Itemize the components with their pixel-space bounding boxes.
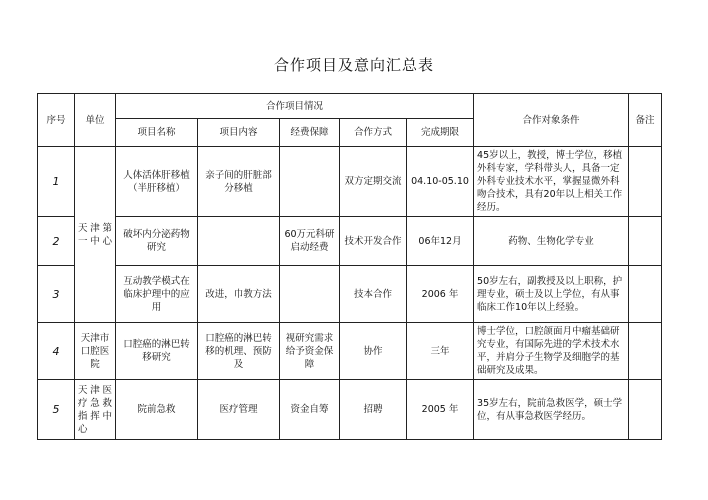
header-method: 合作方式 bbox=[340, 119, 407, 147]
header-name: 项目名称 bbox=[116, 119, 198, 147]
table-row bbox=[38, 380, 662, 440]
funding bbox=[280, 147, 340, 217]
header-seq: 序号 bbox=[38, 94, 75, 147]
header-content: 项目内容 bbox=[198, 119, 280, 147]
project-name: 互动教学模式在临床护理中的应用 bbox=[116, 266, 198, 323]
row-number: 5 bbox=[38, 380, 75, 440]
table-row bbox=[38, 266, 662, 323]
summary-table bbox=[37, 93, 662, 440]
project-content: 亲子间的肝脏部分移植 bbox=[198, 147, 280, 217]
header-conditions: 合作对象条件 bbox=[474, 94, 629, 147]
method: 招聘 bbox=[340, 380, 407, 440]
remarks bbox=[629, 266, 662, 323]
row-number: 3 bbox=[38, 266, 75, 323]
project-name: 院前急救 bbox=[116, 380, 198, 440]
conditions: 50岁左右，副教授及以上职称，护理专业，硕士及以上学位，有从事临床工作10年以上经验。 bbox=[474, 266, 629, 323]
table-row bbox=[38, 147, 662, 217]
header-funding: 经费保障 bbox=[280, 119, 340, 147]
deadline: 三年 bbox=[407, 323, 474, 380]
funding: 60万元科研启动经费 bbox=[280, 217, 340, 266]
method: 技本合作 bbox=[340, 266, 407, 323]
funding: 视研究需求给予资金保障 bbox=[280, 323, 340, 380]
row-number: 4 bbox=[38, 323, 75, 380]
deadline: 04.10-05.10 bbox=[407, 147, 474, 217]
row-number: 2 bbox=[38, 217, 75, 266]
project-content bbox=[198, 217, 280, 266]
remarks bbox=[629, 217, 662, 266]
method: 技术开发合作 bbox=[340, 217, 407, 266]
remarks bbox=[629, 323, 662, 380]
project-content: 医疗管理 bbox=[198, 380, 280, 440]
header-remarks: 备注 bbox=[629, 94, 662, 147]
header-project-group: 合作项目情况 bbox=[116, 94, 474, 119]
method: 双方定期交流 bbox=[340, 147, 407, 217]
header-deadline: 完成期限 bbox=[407, 119, 474, 147]
conditions: 药物、生物化学专业 bbox=[474, 217, 629, 266]
row-number: 1 bbox=[38, 147, 75, 217]
header-unit: 单位 bbox=[75, 94, 116, 147]
conditions: 博士学位，口腔颌面月中瘤基础研究专业，有国际先进的学术技术水平，并肩分子生物学及细胞学的基础研究及成果。 bbox=[474, 323, 629, 380]
project-name: 人体活体肝移植（半肝移植） bbox=[116, 147, 198, 217]
conditions: 35岁左右，院前急救医学，硕士学位，有从事急救医学经历。 bbox=[474, 380, 629, 440]
unit-cell: 天津医疗急救指挥中心 bbox=[75, 380, 116, 440]
unit-cell: 天津市口腔医院 bbox=[75, 323, 116, 380]
project-name: 破坏内分泌药物研究 bbox=[116, 217, 198, 266]
table-row bbox=[38, 217, 662, 266]
project-content: 口腔癌的淋巴转移的机理、预防及 bbox=[198, 323, 280, 380]
deadline: 2005 年 bbox=[407, 380, 474, 440]
method: 协作 bbox=[340, 323, 407, 380]
conditions: 45岁以上，教授，博士学位，移植外科专家，学科带头人，具备一定外科专业技术水平，掌握显微外科吻合技术，具有20年以上相关工作经历。 bbox=[474, 147, 629, 217]
header-row-top bbox=[38, 94, 662, 119]
remarks bbox=[629, 380, 662, 440]
project-content: 改进，巾教方法 bbox=[198, 266, 280, 323]
remarks bbox=[629, 147, 662, 217]
unit-cell: 天津第一中心 bbox=[75, 147, 116, 323]
funding bbox=[280, 266, 340, 323]
deadline: 2006 年 bbox=[407, 266, 474, 323]
table-row bbox=[38, 323, 662, 380]
page-title: 合作项目及意向汇总表 bbox=[273, 56, 434, 74]
deadline: 06年12月 bbox=[407, 217, 474, 266]
funding: 资金自筹 bbox=[280, 380, 340, 440]
project-name: 口腔癌的淋巴转移研究 bbox=[116, 323, 198, 380]
